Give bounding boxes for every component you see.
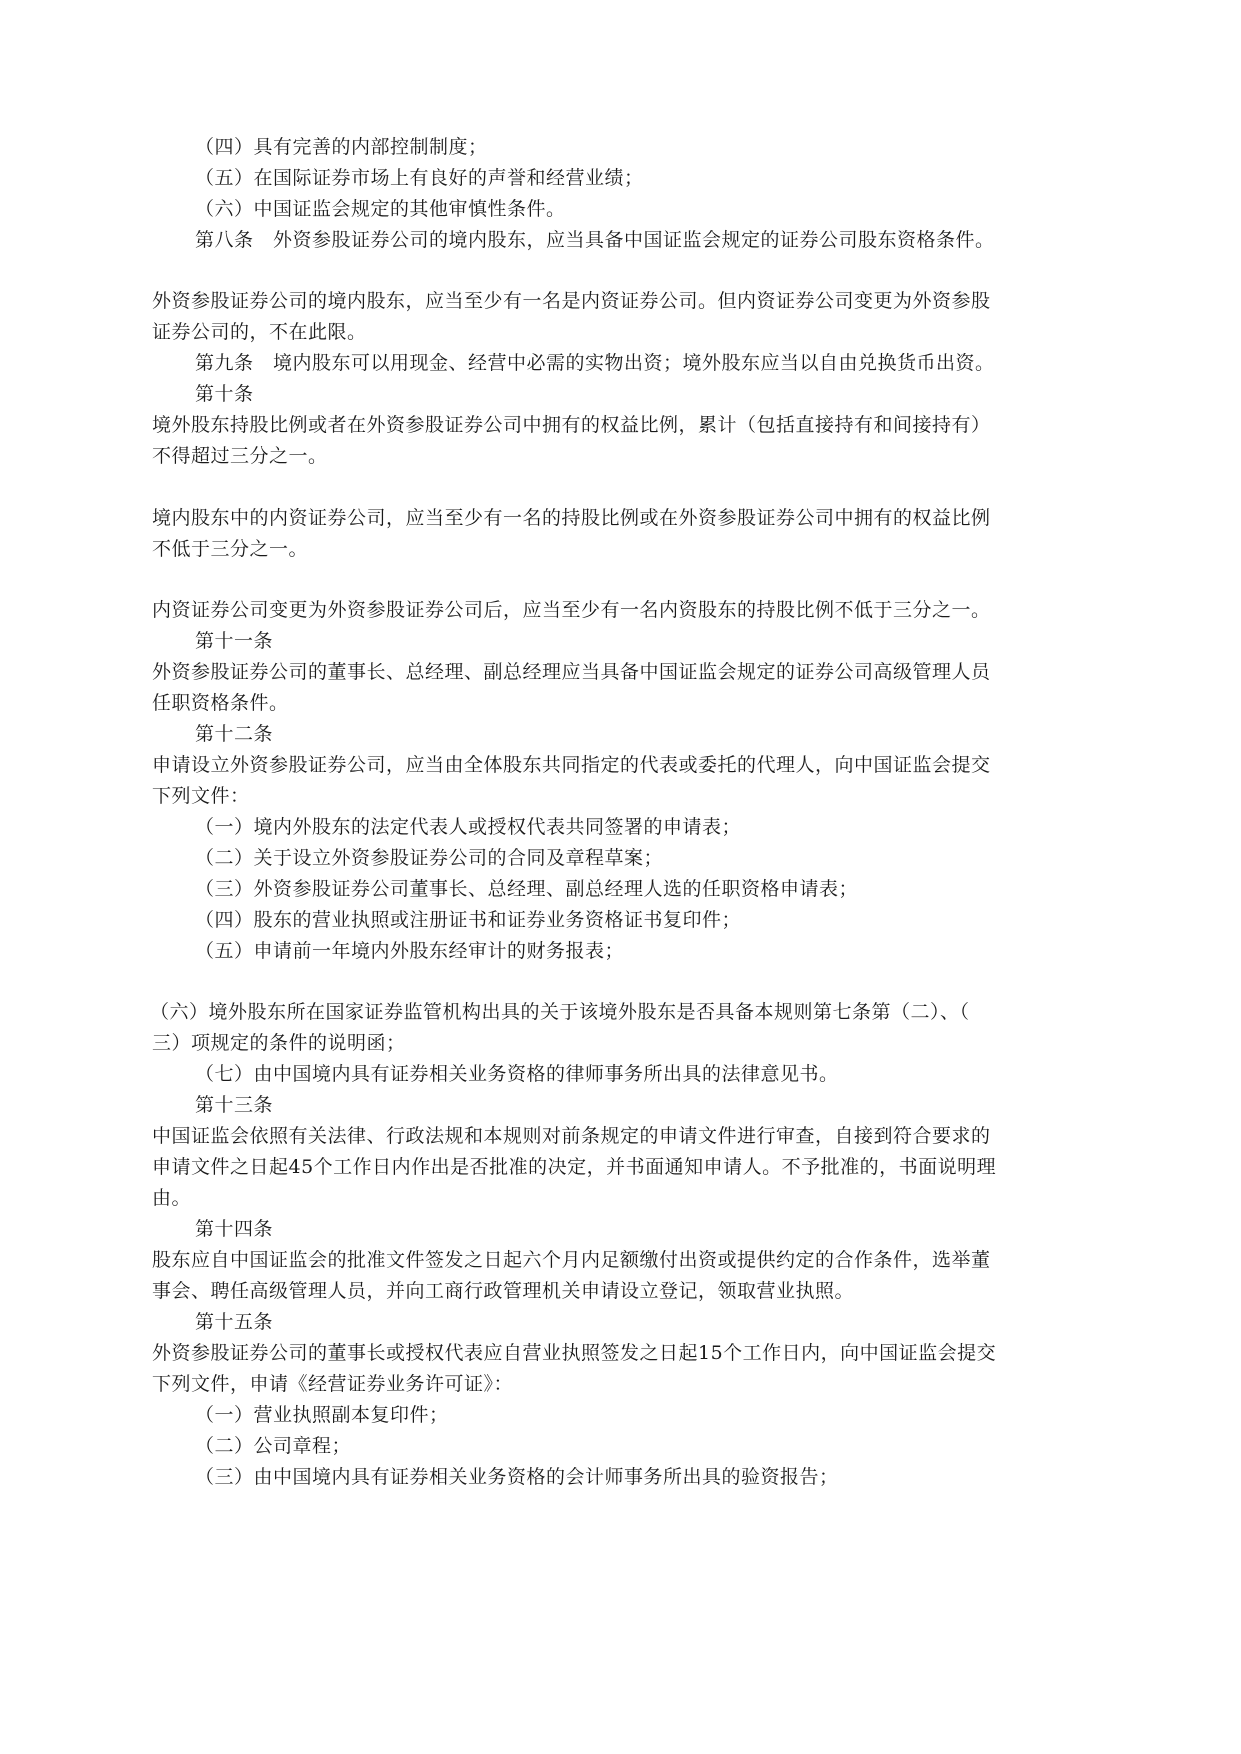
paragraph-line: 事会、聘任高级管理人员，并向工商行政管理机关申请设立登记，领取营业执照。 <box>152 1280 855 1302</box>
paragraph-line: 不低于三分之一。 <box>152 538 309 560</box>
paragraph-line: 申请设立外资参股证券公司，应当由全体股东共同指定的代表或委托的代理人，向中国证监会提交 <box>152 754 991 776</box>
article-heading: 第九条 境内股东可以用现金、经营中必需的实物出资；境外股东应当以自由兑换货币出资。 <box>195 352 995 374</box>
article-heading: 第十五条 <box>195 1311 274 1333</box>
clause-item: （一）营业执照副本复印件； <box>195 1404 449 1426</box>
paragraph-line: 下列文件： <box>152 785 250 807</box>
paragraph-line: 由。 <box>152 1187 192 1209</box>
paragraph-line: 境外股东持股比例或者在外资参股证券公司中拥有的权益比例，累计（包括直接持有和间接持有） <box>152 414 991 436</box>
clause-item: （五）申请前一年境内外股东经审计的财务报表； <box>195 940 625 962</box>
clause-item: （四）股东的营业执照或注册证书和证券业务资格证书复印件； <box>195 909 742 931</box>
clause-item: （二）公司章程； <box>195 1435 352 1457</box>
clause-item: （五）在国际证券市场上有良好的声誉和经营业绩； <box>195 167 644 189</box>
clause-item: （四）具有完善的内部控制制度； <box>195 136 488 158</box>
article-heading: 第十四条 <box>195 1218 274 1240</box>
article-heading: 第十一条 <box>195 630 274 652</box>
paragraph-line: 申请文件之日起45个工作日内作出是否批准的决定，并书面通知申请人。不予批准的，书面说明理 <box>152 1156 997 1178</box>
paragraph-line: 外资参股证券公司的董事长或授权代表应自营业执照签发之日起15个工作日内，向中国证监会提交 <box>152 1342 997 1364</box>
clause-item: （六）境外股东所在国家证券监管机构出具的关于该境外股东是否具备本规则第七条第（二）、（ <box>150 1001 970 1023</box>
paragraph-line: 三）项规定的条件的说明函； <box>152 1032 406 1054</box>
paragraph-line: 不得超过三分之一。 <box>152 445 328 467</box>
clause-item: （六）中国证监会规定的其他审慎性条件。 <box>195 198 566 220</box>
clause-item: （三）由中国境内具有证券相关业务资格的会计师事务所出具的验资报告； <box>195 1466 839 1488</box>
clause-item: （七）由中国境内具有证券相关业务资格的律师事务所出具的法律意见书。 <box>195 1063 839 1085</box>
paragraph-line: 中国证监会依照有关法律、行政法规和本规则对前条规定的申请文件进行审查，自接到符合要求的 <box>152 1125 991 1147</box>
paragraph-line: 内资证券公司变更为外资参股证券公司后，应当至少有一名内资股东的持股比例不低于三分之一。 <box>152 599 991 621</box>
clause-item: （二）关于设立外资参股证券公司的合同及章程草案； <box>195 847 664 869</box>
article-heading: 第十三条 <box>195 1094 274 1116</box>
article-heading: 第十二条 <box>195 723 274 745</box>
paragraph-line: 股东应自中国证监会的批准文件签发之日起六个月内足额缴付出资或提供约定的合作条件，选举董 <box>152 1249 991 1271</box>
clause-item: （三）外资参股证券公司董事长、总经理、副总经理人选的任职资格申请表； <box>195 878 859 900</box>
article-heading: 第八条 外资参股证券公司的境内股东，应当具备中国证监会规定的证券公司股东资格条件。 <box>195 229 995 251</box>
paragraph-line: 任职资格条件。 <box>152 692 289 714</box>
clause-item: （一）境内外股东的法定代表人或授权代表共同签署的申请表； <box>195 816 742 838</box>
paragraph-line: 境内股东中的内资证券公司，应当至少有一名的持股比例或在外资参股证券公司中拥有的权益比例 <box>152 507 991 529</box>
paragraph-line: 外资参股证券公司的境内股东，应当至少有一名是内资证券公司。但内资证券公司变更为外资参股 <box>152 290 991 312</box>
paragraph-line: 下列文件，申请《经营证券业务许可证》： <box>152 1373 514 1395</box>
paragraph-line: 外资参股证券公司的董事长、总经理、副总经理应当具备中国证监会规定的证券公司高级管理人员 <box>152 661 991 683</box>
paragraph-line: 证券公司的，不在此限。 <box>152 321 367 343</box>
article-heading: 第十条 <box>195 383 254 405</box>
